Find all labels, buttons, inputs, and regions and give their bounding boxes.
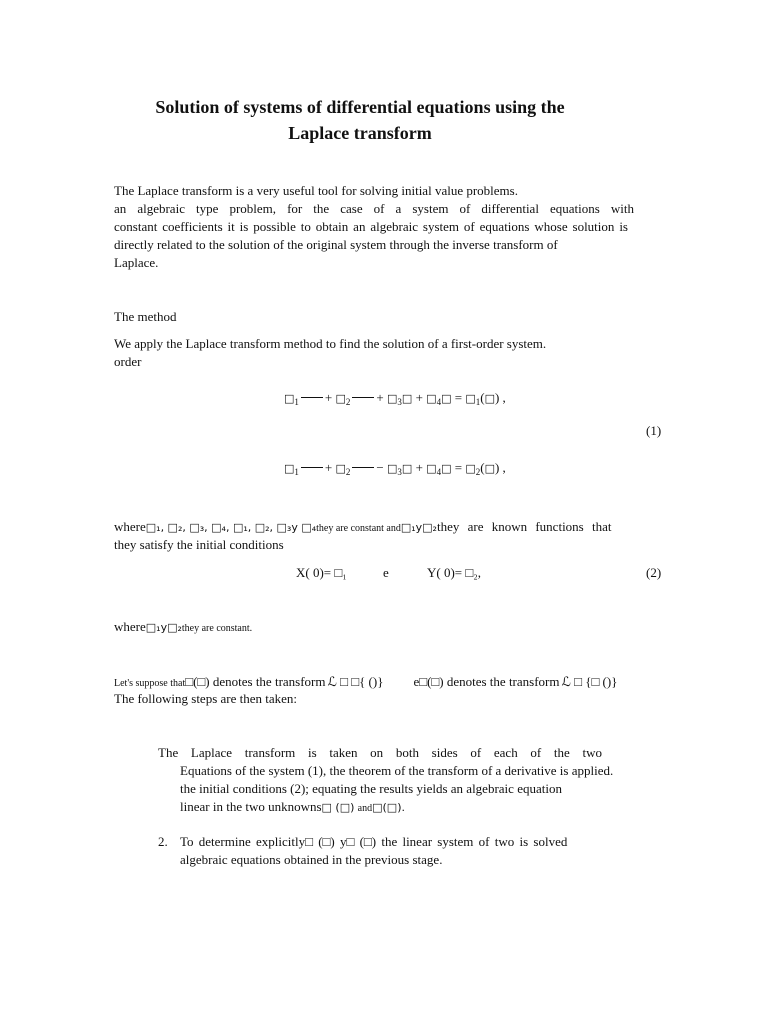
step-1-line-3: the initial conditions (2); equating the results yields an algebraic equation	[180, 781, 562, 796]
step-1-line-1: The Laplace transform is taken on both sides of each of the two	[158, 745, 602, 760]
equation-1a: $□_1$ + $□_2$ + $□_3□$ + $□_4□$ = $□_1(□)$ ,	[284, 390, 506, 407]
step-2-line-1: To determine explicitly□ (□) y□ (□) the linear system of two is solved	[180, 834, 568, 849]
equation-2-number: (2)	[646, 565, 662, 580]
intro-line-3: constant coefficients it is possible to obtain an algebraic system of equations whose solution is	[114, 219, 628, 234]
where-line-2: they satisfy the initial conditions	[114, 537, 284, 552]
step-2-number: 2.	[158, 834, 168, 849]
where-coefficients-line: where□₁, □₂, □₃, □₄, □₁, □₂, □₃y □₄they are constant and□₁y□₂they are known functions that	[114, 519, 612, 534]
equation-1b: $□_1$ + $□_2$ − $□_3□$ + $□_4□$ = $□_2(□)$ ,	[284, 460, 506, 477]
method-heading: The method	[114, 309, 177, 324]
equation-1-number: (1)	[646, 423, 662, 438]
intro-line-4: directly related to the solution of the original system through the inverse transform of	[114, 237, 558, 252]
method-text-2: order	[114, 354, 142, 369]
step-1-line-2: Equations of the system (1), the theorem of the transform of a derivative is applied.	[180, 763, 614, 778]
suppose-line: Let's suppose that□(□) denotes the transform ℒ □ □{ ()} e□(□) denotes the transform ℒ □ {□ ()}	[114, 674, 618, 689]
title-line-2: Laplace transform	[288, 123, 432, 143]
intro-line-1: The Laplace transform is a very useful tool for solving initial value problems.	[114, 183, 518, 198]
initial-condition-e: e	[383, 565, 389, 580]
where-constants-line: where□₁y□₂they are constant.	[114, 619, 253, 634]
intro-line-5: Laplace.	[114, 255, 159, 270]
step-1-line-4: linear in the two unknowns□ (□) and□(□).	[180, 799, 405, 814]
step-2-line-2: algebraic equations obtained in the previous stage.	[180, 852, 443, 867]
initial-condition-y: Y( 0)= □₂,	[427, 565, 482, 580]
intro-line-2: an algebraic type problem, for the case of a system of differential equations with	[114, 201, 634, 216]
method-text-1: We apply the Laplace transform method to find the solution of a first-order system.	[114, 336, 547, 351]
title-line-1: Solution of systems of differential equations using the	[155, 97, 565, 117]
steps-intro: The following steps are then taken:	[114, 691, 298, 706]
initial-condition-x: X( 0)= □₁	[296, 565, 347, 580]
